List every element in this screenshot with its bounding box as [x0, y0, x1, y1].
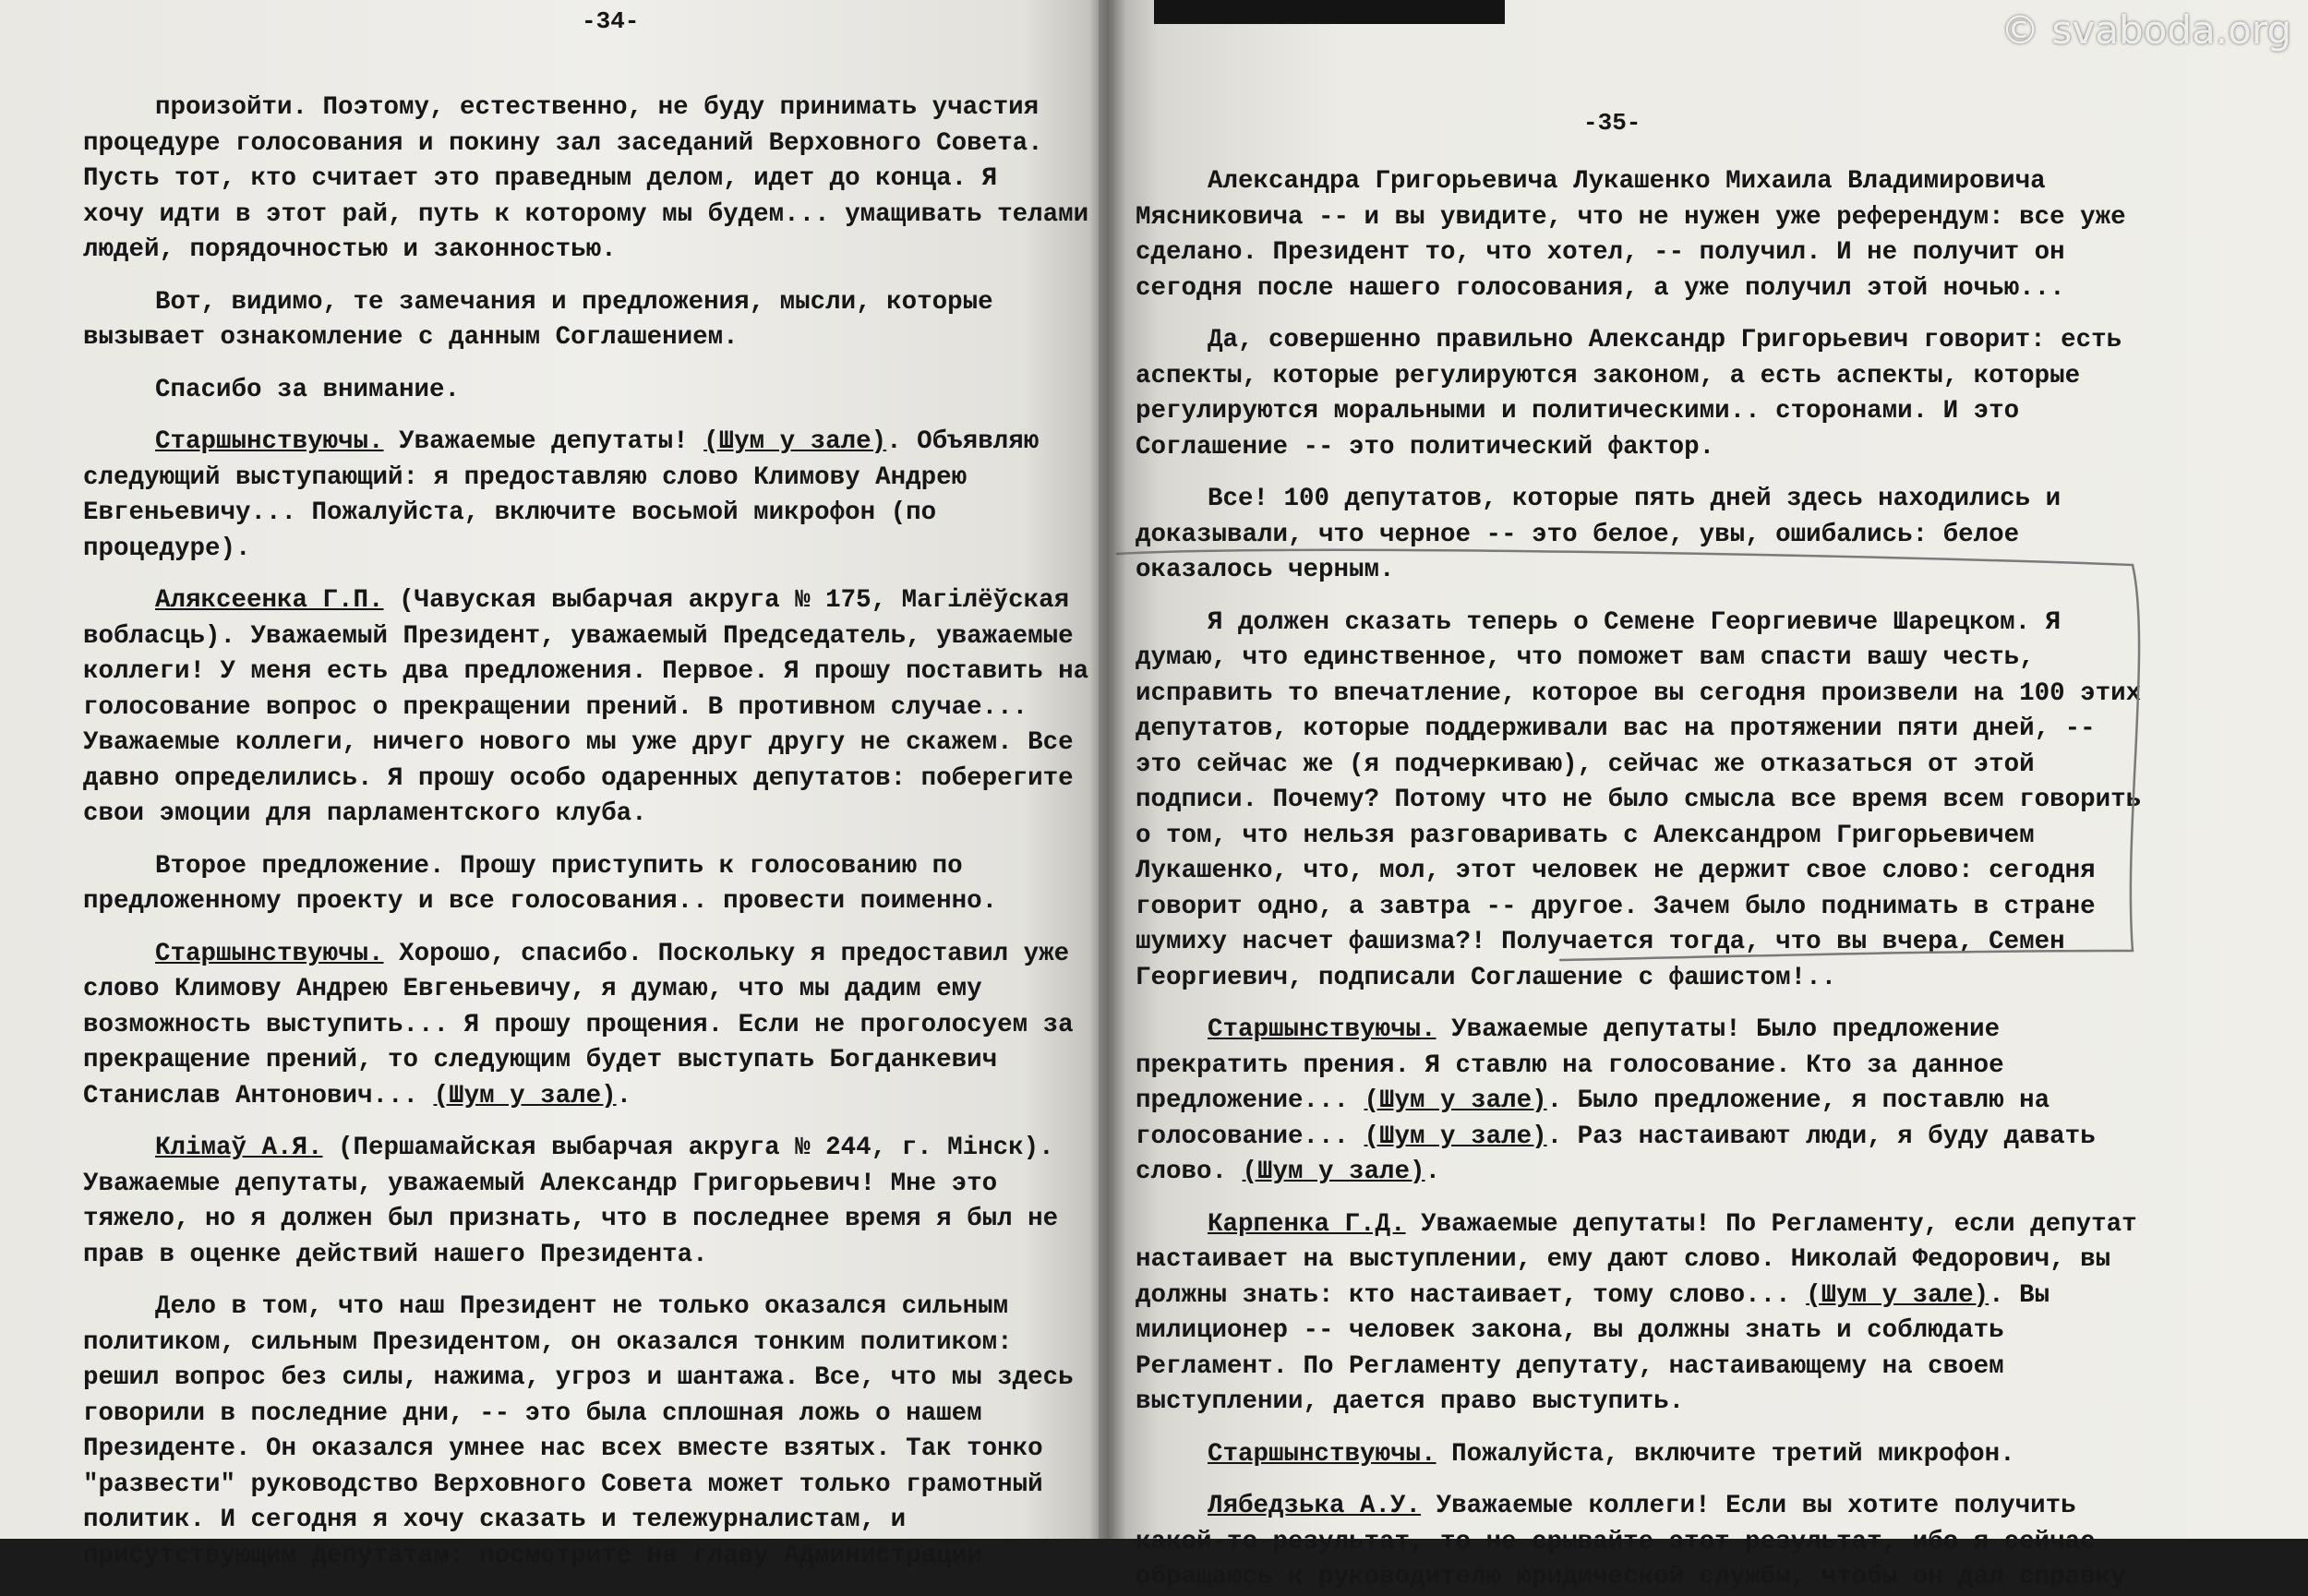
text-line: [83, 937, 1103, 973]
text-line: Президенте. Он оказался умнее нас всех вместе взятых. Так тонко: [83, 1434, 1043, 1463]
text-line: регулируются моральными и политическими.. сторонами. И это: [1136, 397, 2020, 426]
speech-text: Уважаемые депутаты! (Шум у зале). Объявляю: [399, 427, 1040, 456]
text-line: Евгеньевичу... Пожалуйста, включите восьмой микрофон (по: [83, 498, 937, 527]
speech-text: Хорошо, спасибо. Поскольку я предоставил уже: [399, 939, 1070, 968]
text-line: людей, порядочностью и законностью.: [83, 235, 617, 264]
text-line: Да, совершенно правильно Александр Григорьевич говорит: есть: [1208, 326, 2122, 354]
speaker-name: Старшынствуючы.: [1208, 1015, 1436, 1044]
text-line: Соглашение -- это политический фактор.: [1136, 432, 1715, 462]
text-line: говорит одно, а завтра -- другое. Зачем было поднимать в стране: [1136, 892, 2096, 921]
speaker-name: Карпенка Г.Д.: [1208, 1209, 1406, 1239]
text-line: это сейчас же (я подчеркиваю), сейчас же отказаться от этой: [1136, 750, 2035, 779]
paragraph: [1136, 1013, 2253, 1191]
text-line: о том, что нельзя разговаривать с Александром Григорьевичем: [1136, 821, 2035, 850]
page-number-left: -34-: [582, 7, 640, 35]
text-line: "развести" руководство Верховного Совета может только грамотный: [83, 1470, 1043, 1499]
speaker-name: Старшынствуючы.: [155, 427, 384, 456]
speaker-name: Лябедзька А.У.: [1208, 1492, 1422, 1520]
text-line: Александра Григорьевича Лукашенко Михаила Владимировича: [1208, 167, 2046, 196]
text-line: шумиху насчет фашизма?! Получается тогда, что вы вчера, Семен: [1136, 928, 2065, 956]
text-line: Мясниковича -- и вы увидите, что не нужен уже референдум: все уже: [1136, 202, 2126, 232]
text-line: депутатов, которые поддерживали вас на протяжении пяти дней, --: [1136, 714, 2096, 743]
watermark: © svaboda.org: [2001, 7, 2291, 53]
text-line: коллеги! У меня есть два предложения. Первое. Я прошу поставить на: [83, 657, 1089, 686]
text-line: сделано. Президент то, что хотел, -- получил. И не получит он: [1136, 238, 2065, 267]
text-line: предложение... (Шум у зале). Было предложение, я поставлю на: [1136, 1086, 2050, 1115]
text-line: милиционер -- человек закона, вы должны знать и соблюдать: [1136, 1316, 2004, 1345]
text-line: [83, 425, 1103, 461]
text-line: [1136, 1437, 2253, 1473]
text-line: прекращение прений, то следующим будет выступать Богданкевич: [83, 1046, 998, 1074]
paragraph: [83, 425, 1103, 567]
text-line: [83, 583, 1103, 619]
text-line: Уважаемые депутаты, уважаемый Александр Григорьевич! Мне это: [83, 1169, 998, 1198]
paragraph: [83, 849, 1103, 920]
paragraph: [1136, 1207, 2253, 1421]
text-line: Второе предложение. Прошу приступить к голосованию по: [155, 851, 963, 881]
paragraph: [83, 285, 1103, 356]
page-number-right: -35-: [1583, 109, 1641, 137]
text-line: возможность выступить... Я прошу прощения. Если не проголосуем за: [83, 1010, 1074, 1039]
text-line: Лукашенко, что, мол, этот человек не держит свое слово: сегодня: [1136, 857, 2096, 885]
right-page-body: [1136, 164, 2253, 1596]
speaker-name: Старшынствуючы.: [1208, 1439, 1436, 1469]
text-line: голосование... (Шум у зале). Раз настаивают люди, я буду давать: [1136, 1122, 2096, 1151]
text-line: говорили в последние дни, -- это была сплошная ложь о нашем: [83, 1398, 982, 1428]
text-line: доказывали, что черное -- это белое, увы, ошибались: белое: [1136, 520, 2020, 549]
text-line: прав в оценке действий нашего Президента.: [83, 1240, 708, 1269]
text-line: вобласць). Уважаемый Президент, уважаемый Председатель, уважаемые: [83, 621, 1074, 651]
text-line: сегодня после нашего голосования, а уже получил этой ночью...: [1136, 273, 2065, 303]
left-page-body: [83, 90, 1103, 1574]
text-line: тяжело, но я должен был признать, что в последнее время я был не: [83, 1205, 1059, 1233]
text-line: предложенному проекту и все голосования.. провести поименно.: [83, 887, 998, 916]
paragraph: [1136, 323, 2253, 465]
text-line: политиком, сильным Президентом, он оказался тонким политиком:: [83, 1327, 1013, 1357]
text-line: оказалось черным.: [1136, 556, 1395, 584]
text-line: давно определились. Я прошу особо одаренных депутатов: поберегите: [83, 763, 1074, 793]
speaker-name: Аляксеенка Г.П.: [155, 586, 384, 615]
text-line: подписи. Почему? Потому что не было смысла все время всем говорить: [1136, 786, 2142, 814]
text-line: думаю, что единственное, что поможет вам спасти вашу честь,: [1136, 643, 2035, 672]
text-line: Все! 100 депутатов, которые пять дней здесь находились и: [1208, 485, 2062, 513]
text-line: Дело в том, что наш Президент не только оказался сильным: [155, 1292, 1009, 1321]
text-line: [83, 1131, 1103, 1167]
text-line: аспекты, которые регулируются законом, а есть аспекты, которые: [1136, 361, 2081, 390]
text-line: процедуре голосования и покину зал заседаний Верховного Совета.: [83, 128, 1043, 158]
text-line: Уважаемые коллеги, ничего нового мы уже друг другу не скажем. Все: [83, 728, 1074, 757]
text-line: хочу идти в этот рай, путь к которому мы будем... умащивать телами: [83, 199, 1089, 229]
text-line: слово Климову Андрею Евгеньевичу, я думаю, что мы дадим ему: [83, 975, 982, 1003]
text-line: решил вопрос без силы, нажима, угроз и шантажа. Все, что мы здесь: [83, 1363, 1074, 1392]
paragraph: [1136, 482, 2253, 589]
text-line: произойти. Поэтому, естественно, не буду принимать участия: [155, 93, 1040, 122]
paragraph: [83, 937, 1103, 1115]
speech-text: Пожалуйста, включите третий микрофон.: [1451, 1439, 2015, 1469]
text-line: Спасибо за внимание.: [155, 375, 461, 404]
speech-text: (Першамайская выбарчая акруга № 244, г. Мінск).: [338, 1134, 1054, 1162]
text-line: следующий выступающий: я предоставляю слово Климову Андрею: [83, 462, 968, 492]
text-line: процедуре).: [83, 534, 251, 563]
text-line: какой-то результат, то не срывайте этот результат, ибо я сейчас: [1136, 1527, 2096, 1556]
background-edge: [1154, 0, 1505, 24]
text-line: настаивает на выступлении, ему дают слово. Николай Федорович, вы: [1136, 1245, 2111, 1274]
paragraph: [1136, 1437, 2253, 1473]
text-line: свои эмоции для парламентского клуба.: [83, 799, 647, 828]
text-line: прекратить прения. Я ставлю на голосование. Кто за данное: [1136, 1050, 2004, 1080]
text-line: Георгиевич, подписали Соглашение с фашистом!..: [1136, 963, 1837, 992]
text-line: [1136, 1013, 2253, 1049]
text-line: вызывает ознакомление с данным Соглашением.: [83, 323, 739, 352]
text-line: обращаюсь к руководителю юридической службы, чтобы он дал справку: [1136, 1563, 2126, 1591]
text-line: должны знать: кто настаивает, тому слово... (Шум у зале). Вы: [1136, 1280, 2050, 1310]
speech-text: Уважаемые депутаты! Было предложение: [1451, 1015, 2001, 1044]
paragraph: [83, 90, 1103, 269]
noise-in-hall-remark: (Шум у зале): [433, 1081, 617, 1110]
text-line: Вот, видимо, те замечания и предложения, мысли, которые: [155, 287, 993, 317]
paragraph: [83, 583, 1103, 833]
noise-in-hall-remark: (Шум у зале): [1364, 1086, 1547, 1115]
speech-text: (Чавуская выбарчая акруга № 175, Магілёўская: [399, 586, 1070, 615]
text-line: слово. (Шум у зале).: [1136, 1158, 1441, 1186]
text-line: [1136, 1207, 2253, 1243]
text-line: голосование вопрос о прекращении прений. В противном случае...: [83, 692, 1028, 722]
paragraph: [1136, 606, 2253, 997]
noise-in-hall-remark: (Шум у зале): [703, 427, 887, 456]
paragraph: [83, 1131, 1103, 1273]
text-line: исправить то впечатление, которое вы сегодня произвели на 100 этих: [1136, 678, 2142, 708]
right-page: [1099, 0, 2308, 1591]
text-line: Пусть тот, кто считает это праведным делом, идет до конца. Я: [83, 164, 998, 193]
speech-text: Уважаемые депутаты! По Регламенту, если депутат: [1421, 1209, 2137, 1239]
speaker-name: Клімаў А.Я.: [155, 1134, 323, 1162]
paragraph: [1136, 164, 2253, 306]
text-line: Я должен сказать теперь о Семене Георгиевиче Шарецком. Я: [1208, 607, 2062, 637]
paragraph: [83, 1290, 1103, 1574]
noise-in-hall-remark: (Шум у зале): [1806, 1280, 1989, 1310]
text-line: Станислав Антонович... (Шум у зале).: [83, 1081, 632, 1110]
paragraph: [83, 373, 1103, 409]
left-page: [0, 0, 1112, 1570]
noise-in-hall-remark: (Шум у зале): [1364, 1122, 1547, 1151]
text-line: политик. И сегодня я хочу сказать и тележурналистам, и: [83, 1506, 907, 1534]
speaker-name: Старшынствуючы.: [155, 939, 384, 968]
text-line: присутствующим депутатам: посмотрите на главу Администрации: [83, 1541, 982, 1570]
paragraph: [1136, 1489, 2253, 1596]
text-line: [1136, 1489, 2253, 1525]
noise-in-hall-remark: (Шум у зале): [1242, 1158, 1425, 1186]
speech-text: Уважаемые коллеги! Если вы хотите получить: [1436, 1492, 2076, 1520]
text-line: выступлении, дается право выступить.: [1136, 1387, 1685, 1416]
text-line: Регламент. По Регламенту депутату, настаивающему на своем: [1136, 1351, 2004, 1381]
